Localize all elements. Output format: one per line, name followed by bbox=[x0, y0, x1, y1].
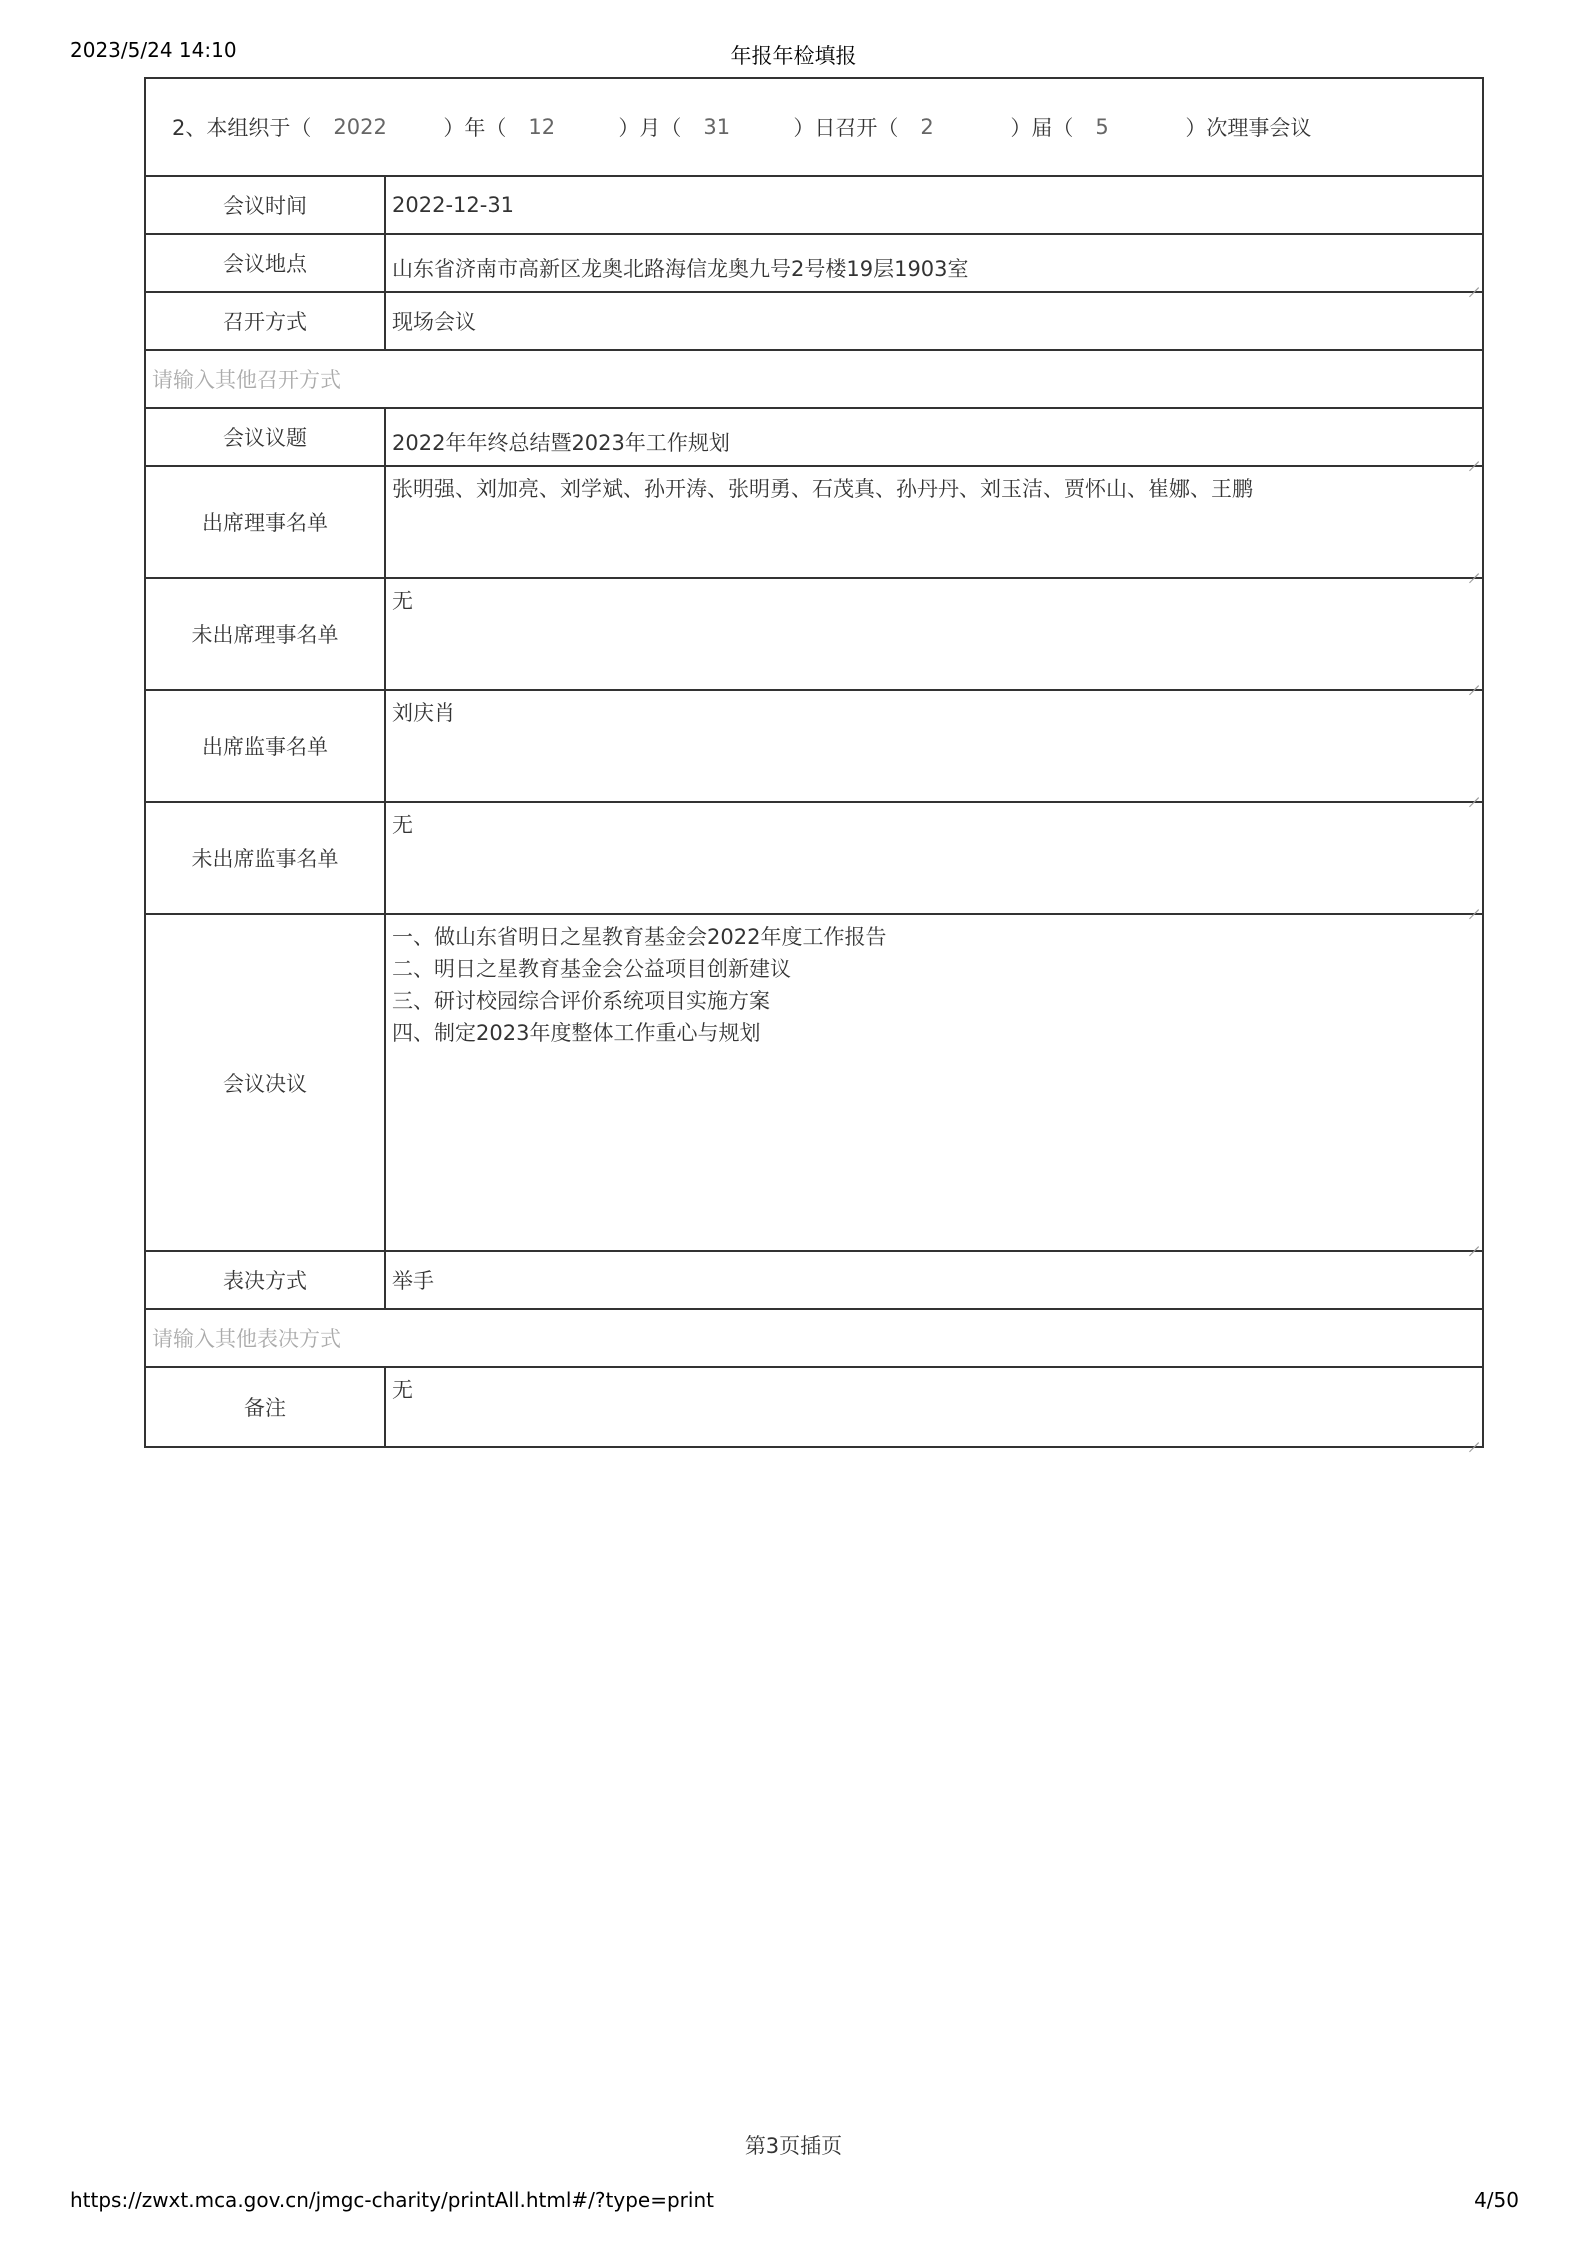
present-directors-field[interactable]: 张明强、刘加亮、刘学斌、孙开涛、张明勇、石茂真、孙丹丹、刘玉洁、贾怀山、崔娜、王鹏 bbox=[386, 467, 1482, 577]
meeting-title: 2、本组织于（ 2022 ）年（ 12 ）月（ 31 ）日召开（ 2 ）届（ 5 ）次理事会议 bbox=[146, 79, 1482, 177]
page-insert-note: 第3页插页 bbox=[744, 2134, 843, 2158]
resize-handle-icon[interactable] bbox=[1469, 676, 1479, 686]
resize-handle-icon[interactable] bbox=[1469, 278, 1479, 288]
resize-handle-icon[interactable] bbox=[1469, 1433, 1479, 1443]
footer-url: https://zwxt.mca.gov.cn/jmgc-charity/printAll.html#/?type=print bbox=[70, 2188, 714, 2212]
row-absent-directors bbox=[146, 579, 1482, 691]
remarks-field[interactable]: 无 bbox=[386, 1368, 1482, 1446]
row-present-supervisors bbox=[146, 691, 1482, 803]
row-resolutions bbox=[146, 915, 1482, 1252]
resolution-line: 二、明日之星教育基金会公益项目创新建议 bbox=[392, 957, 791, 981]
resize-handle-icon[interactable] bbox=[1469, 788, 1479, 798]
label-time: 会议时间 bbox=[146, 177, 386, 233]
method-select[interactable]: 现场会议 bbox=[392, 310, 476, 334]
absent-directors-field[interactable]: 无 bbox=[386, 579, 1482, 689]
place-field[interactable]: 山东省济南市高新区龙奥北路海信龙奥九号2号楼19层1903室 bbox=[386, 235, 1482, 291]
label-method: 召开方式 bbox=[146, 293, 386, 349]
row-time bbox=[146, 177, 1482, 235]
page-title: 年报年检填报 bbox=[730, 44, 857, 68]
meeting-count: 5 bbox=[1095, 115, 1109, 139]
label-absent-directors: 未出席理事名单 bbox=[146, 579, 386, 689]
vote-select[interactable]: 举手 bbox=[392, 1269, 434, 1293]
row-topic bbox=[146, 409, 1482, 467]
resize-handle-icon[interactable] bbox=[1469, 452, 1479, 462]
meeting-day: 31 bbox=[703, 115, 731, 139]
print-datetime: 2023/5/24 14:10 bbox=[70, 38, 237, 62]
meeting-month: 12 bbox=[528, 115, 556, 139]
row-vote bbox=[146, 1252, 1482, 1310]
absent-supervisors-field[interactable]: 无 bbox=[386, 803, 1482, 913]
meeting-session: 2 bbox=[920, 115, 934, 139]
row-absent-supervisors bbox=[146, 803, 1482, 915]
row-present-directors bbox=[146, 467, 1482, 579]
label-absent-supervisors: 未出席监事名单 bbox=[146, 803, 386, 913]
label-remarks: 备注 bbox=[146, 1368, 386, 1446]
resolutions-field[interactable] bbox=[386, 915, 1482, 1250]
row-remarks bbox=[146, 1368, 1482, 1446]
label-vote: 表决方式 bbox=[146, 1252, 386, 1308]
meeting-year: 2022 bbox=[333, 115, 387, 139]
other-method-input[interactable]: 请输入其他召开方式 bbox=[152, 368, 341, 392]
footer-page-number: 4/50 bbox=[1474, 2188, 1519, 2212]
other-vote-input[interactable]: 请输入其他表决方式 bbox=[152, 1327, 341, 1351]
row-other-method bbox=[146, 351, 1482, 409]
label-place: 会议地点 bbox=[146, 235, 386, 291]
row-method bbox=[146, 293, 1482, 351]
time-field[interactable]: 2022-12-31 bbox=[392, 193, 515, 217]
row-place bbox=[146, 235, 1482, 293]
resize-handle-icon[interactable] bbox=[1469, 900, 1479, 910]
label-topic: 会议议题 bbox=[146, 409, 386, 465]
row-other-vote bbox=[146, 1310, 1482, 1368]
resolution-line: 一、做山东省明日之星教育基金会2022年度工作报告 bbox=[392, 925, 887, 949]
topic-field[interactable]: 2022年年终总结暨2023年工作规划 bbox=[386, 409, 1482, 465]
label-present-supervisors: 出席监事名单 bbox=[146, 691, 386, 801]
meeting-form bbox=[144, 77, 1484, 1448]
resolution-line: 三、研讨校园综合评价系统项目实施方案 bbox=[392, 989, 770, 1013]
resolution-line: 四、制定2023年度整体工作重心与规划 bbox=[392, 1021, 761, 1045]
resize-handle-icon[interactable] bbox=[1469, 1237, 1479, 1247]
label-present-directors: 出席理事名单 bbox=[146, 467, 386, 577]
label-resolutions: 会议决议 bbox=[146, 915, 386, 1250]
present-supervisors-field[interactable]: 刘庆肖 bbox=[386, 691, 1482, 801]
resize-handle-icon[interactable] bbox=[1469, 564, 1479, 574]
